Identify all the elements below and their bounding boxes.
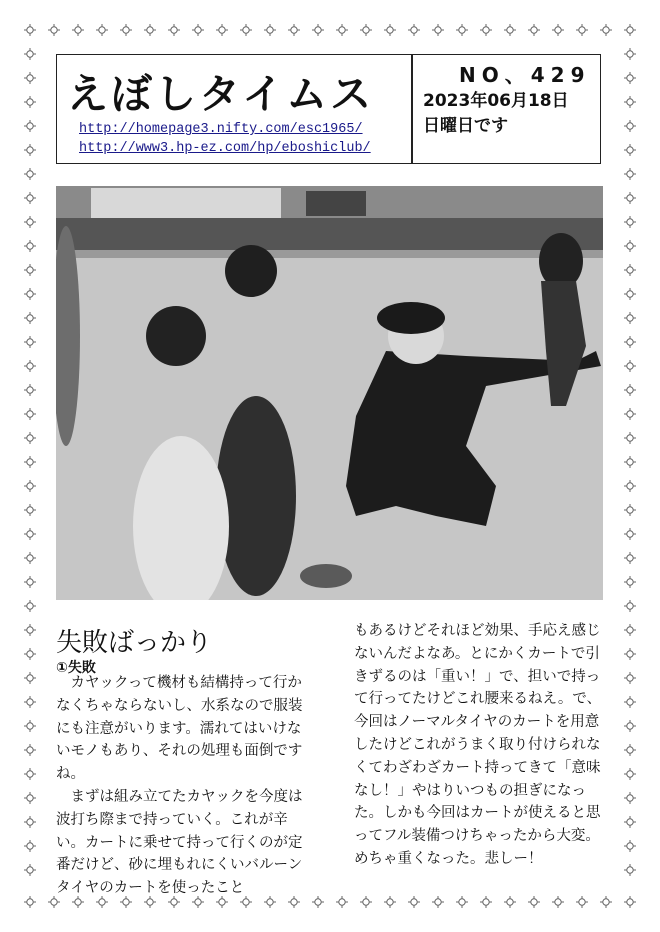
paragraph: もあるけどそれほど効果、手応え感じないんだよなあ。とにかくカートで引きずるのは「重い！」で、担いで持って行ってたけどこれ腰来るねえ。で、今回はノーマルタイヤのカートを用意したけどこれがうまく取り付けられなくてわざわざカート持ってきて「意味なし！」やはりいつもの担ぎになった。しかも今回はカートが使えると思ってフル装備つけちゃったから大変。めちゃ重くなった。悲しー！ [354, 623, 602, 867]
homepage-link-2[interactable]: http://www3.hp-ez.com/hp/eboshiclub/ [79, 141, 371, 156]
event-photo [56, 186, 603, 600]
issue-date: 2023年06月18日 [423, 91, 569, 111]
paragraph: まずは組み立てたカヤックを今度は波打ち際まで持っていく。これが辛い。カートに乗せて持って行くのが定番だけど、砂に埋もれにくいバルーンタイヤのカートを使ったこと [56, 788, 303, 897]
issue-number: NO、429 [459, 63, 591, 87]
masthead [56, 54, 601, 164]
masthead-divider [411, 55, 413, 163]
newsletter-title: えぼしタイムス [67, 70, 375, 118]
paragraph: カヤックって機材も結構持って行かなくちゃならないし、水系なので服装にも注意がいります。濡れてはいけないモノもあり、それの処理も面倒ですね。 [56, 675, 303, 783]
article-title: 失敗ばっかり [56, 628, 213, 658]
issue-day: 日曜日です [423, 116, 508, 136]
article-subtitle: ①失敗 [56, 660, 96, 676]
homepage-link-1[interactable]: http://homepage3.nifty.com/esc1965/ [79, 122, 363, 137]
article-column-1 [56, 672, 314, 900]
article-column-2 [354, 620, 604, 871]
